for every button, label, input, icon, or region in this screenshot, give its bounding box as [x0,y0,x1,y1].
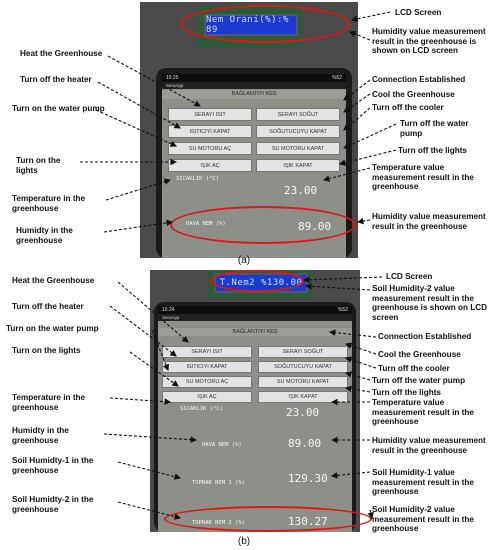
heater-off-button[interactable]: ISITICIYI KAPAT [162,361,252,373]
soil-humidity-1-label: TOPRAK NEM 1 (%) [192,480,245,486]
annotation-light-on: Turn on the lights [16,156,61,175]
status-battery: %52 [331,75,342,81]
annotation-heater-off: Turn off the heater [12,302,84,311]
annotation-soil1-val: Soil Humidity-1 value measurement result in the greenhouse [372,468,474,497]
annotation-conn: Connection Established [378,332,472,341]
lcd-screen-a: Nem Orani(%):% 89 [204,14,298,36]
status-battery: %52 [337,307,348,313]
annotation-soil2: Soil Humidty-2 in the greenhouse [12,495,94,514]
lcd-screen-b: T.Nem2 %130.00 [214,273,308,293]
annotation-temp-val: Temperature value measurement result in the greenhouse [372,163,474,192]
annotation-lcd: LCD Screen [395,8,442,17]
app-title-b: SeraApp [158,314,352,321]
status-time: 16:25 [166,75,179,81]
temperature-value: 23.00 [286,406,320,419]
annotation-heat: Heat the Greenhouse [12,276,95,285]
annotation-lcd-desc: Humidity value measurement result in the greenhouse is shown on LCD screen [372,27,486,56]
pump-on-button[interactable]: SU MOTORU AÇ [168,142,252,155]
status-time: 16:24 [162,307,175,313]
temperature-value: 23.00 [284,184,318,197]
humidity-label: HAVA NEM (%) [186,221,226,227]
cool-greenhouse-button[interactable]: SERAYI SOĞUT [256,108,340,121]
humidity-value: 89.00 [298,220,332,233]
cooler-off-button[interactable]: SOĞUTUCUYU KAPAT [258,361,348,373]
annotation-temp: Temperature in the greenhouse [12,393,86,412]
heater-off-button[interactable]: ISITICIYI KAPAT [168,125,252,138]
annotation-lcd: LCD Screen [386,272,433,281]
light-on-button[interactable]: IŞIK AÇ [162,391,252,403]
cool-greenhouse-button[interactable]: SERAYI SOĞUT [258,346,348,358]
connection-label: BAĞLANTIYI KES [231,91,277,97]
annotation-temp-val: Temperature value measurement result in the greenhouse [372,398,474,427]
heat-greenhouse-button[interactable]: SERAYI ISIT [162,346,252,358]
soil-humidity-1-value: 129.30 [288,472,328,485]
annotation-hum: Humidty in the greenhouse [12,426,69,445]
caption-b: (b) [237,536,251,547]
annotation-hum-val: Humidity value measurement result in the greenhouse [372,212,486,231]
temperature-label: SICAKLIK (°C) [180,406,224,412]
light-off-button[interactable]: IŞIK KAPAT [258,391,348,403]
annotation-light-on: Turn on the lights [12,346,81,355]
annotation-pump-off: Turn off the water pump [372,376,466,385]
annotation-soil1: Soil Humidty-1 in the greenhouse [12,456,94,475]
annotation-cooler-off: Turn off the cooler [378,364,450,373]
heat-greenhouse-button[interactable]: SERAYI ISIT [168,108,252,121]
pump-on-button[interactable]: SU MOTORU AÇ [162,376,252,388]
annotation-lcd-desc: Soil Humidity-2 value measurement result in the greenhouse is shown on LCD screen [372,284,488,323]
annotation-pump-on: Turn on the water pump [6,324,99,333]
humidity-label: HAVA NEM (%) [202,442,242,448]
soil-humidity-2-value: 130.27 [288,515,328,528]
annotation-pump-on: Turn on the water pump [12,104,105,113]
temperature-label: SICAKLIK (°C) [176,176,220,182]
connection-label: BAĞLANTIYI KES [232,329,278,335]
annotation-cool: Cool the Greenhouse [378,350,461,359]
annotation-conn: Connection Established [372,75,466,84]
annotation-light-off: Turn off the lights [372,388,441,397]
cooler-off-button[interactable]: SOĞUTUCUYU KAPAT [256,125,340,138]
pump-off-button[interactable]: SU MOTORU KAPAT [256,142,340,155]
soil-humidity-2-label: TOPRAK NEM 2 (%) [192,520,245,526]
annotation-cooler-off: Turn off the cooler [372,103,444,112]
annotation-pump-off: Turn off the water pump [400,119,469,138]
annotation-hum: Humidty in the greenhouse [16,226,73,245]
annotation-soil2-val: Soil Humidity-2 value measurement result in the greenhouse [372,505,474,534]
annotation-hum-val: Humidity value measurement result in the greenhouse [372,436,486,455]
app-title-a: SeraApp [162,82,346,89]
annotation-cool: Cool the Greenhouse [372,90,455,99]
annotation-heater-off: Turn off the heater [20,75,92,84]
annotation-light-off: Turn off the lights [398,146,467,155]
light-on-button[interactable]: IŞIK AÇ [168,159,252,172]
annotation-temp: Temperature in the greenhouse [12,194,86,213]
humidity-value: 89.00 [288,437,322,450]
pump-off-button[interactable]: SU MOTORU KAPAT [258,376,348,388]
annotation-heat: Heat the Greenhouse [20,49,103,58]
light-off-button[interactable]: IŞIK KAPAT [256,159,340,172]
caption-a: (a) [237,255,251,266]
